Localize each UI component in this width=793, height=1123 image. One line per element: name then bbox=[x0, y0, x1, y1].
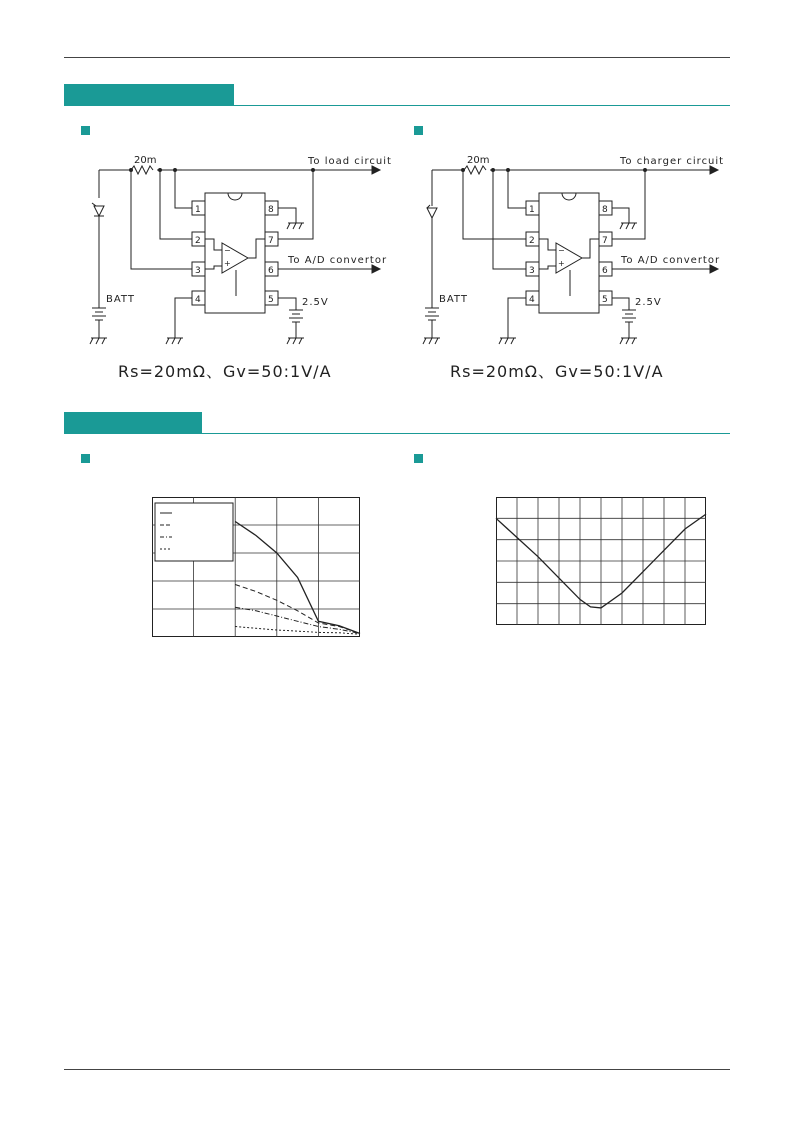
left-pin-4: 4 bbox=[195, 295, 201, 305]
left-chart-legend bbox=[155, 503, 233, 561]
left-opamp-minus: − bbox=[224, 246, 231, 255]
right-supply-label: 2.5V bbox=[635, 297, 662, 308]
right-pin-2: 2 bbox=[529, 236, 535, 246]
right-circuit-caption: Rs=20mΩ、Gv=50:1V/A bbox=[450, 362, 664, 381]
right-pin-4: 4 bbox=[529, 295, 535, 305]
left-resistor-label: 20m bbox=[134, 155, 157, 166]
right-chart-grid bbox=[496, 497, 706, 625]
right-pin-8: 8 bbox=[602, 205, 608, 215]
left-circuit-caption: Rs=20mΩ、Gv=50:1V/A bbox=[118, 362, 332, 381]
left-ad-label: To A/D convertor bbox=[288, 255, 388, 266]
left-output-label: To load circuit bbox=[308, 156, 392, 167]
right-pin-7: 7 bbox=[602, 236, 608, 246]
left-batt-label: BATT bbox=[106, 294, 135, 305]
right-pin-1: 1 bbox=[529, 205, 535, 215]
left-opamp-plus: + bbox=[224, 259, 231, 268]
right-batt-label: BATT bbox=[439, 294, 468, 305]
left-chart-series bbox=[235, 522, 360, 635]
right-output-label: To charger circuit bbox=[620, 156, 725, 167]
right-resistor-label: 20m bbox=[467, 155, 490, 166]
left-pin-8: 8 bbox=[268, 205, 274, 215]
left-chart bbox=[152, 497, 360, 637]
subsection-bullet-left-chart bbox=[81, 454, 90, 463]
left-pin-6: 6 bbox=[268, 266, 274, 276]
subsection-bullet-right-chart bbox=[414, 454, 423, 463]
left-supply-label: 2.5V bbox=[302, 297, 329, 308]
left-pin-7: 7 bbox=[268, 236, 274, 246]
right-chart bbox=[496, 497, 706, 625]
right-pin-5: 5 bbox=[602, 295, 608, 305]
right-opamp-minus: − bbox=[558, 246, 565, 255]
series-line-series-1 bbox=[235, 522, 360, 634]
left-pin-2: 2 bbox=[195, 236, 201, 246]
section-2-header-bar bbox=[64, 412, 202, 434]
left-pin-3: 3 bbox=[195, 266, 201, 276]
right-opamp-plus: + bbox=[558, 259, 565, 268]
right-pin-6: 6 bbox=[602, 266, 608, 276]
left-pin-1: 1 bbox=[195, 205, 201, 215]
left-pin-5: 5 bbox=[268, 295, 274, 305]
section-2-header-line bbox=[202, 433, 730, 434]
right-ad-label: To A/D convertor bbox=[621, 255, 721, 266]
right-pin-3: 3 bbox=[529, 266, 535, 276]
